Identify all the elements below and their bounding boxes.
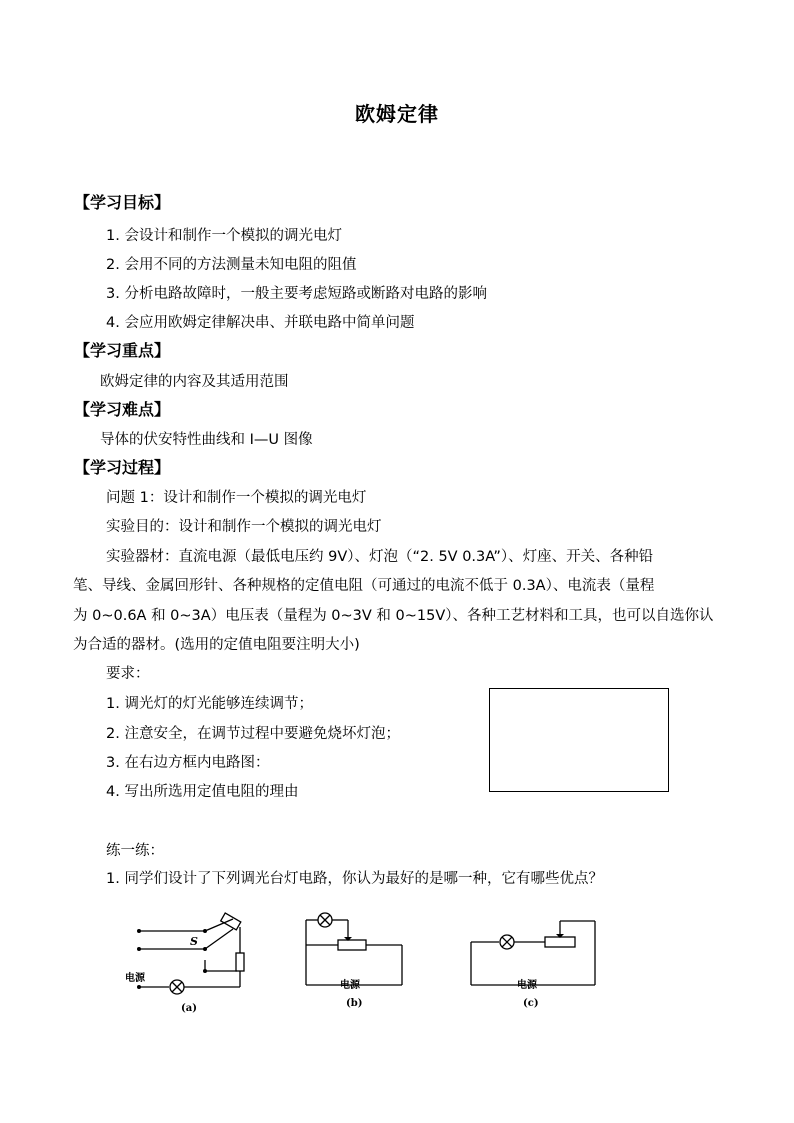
requirements-heading: 要求：: [106, 666, 150, 682]
requirement-item: 2. 注意安全，在调节过程中要避免烧坏灯泡；: [106, 726, 400, 742]
process-heading: 【学习过程】: [74, 458, 171, 477]
figure-a-label: (a): [181, 1003, 197, 1014]
equipment-line: 为 0~0.6A 和 0~3A）电压表（量程为 0~3V 和 0~15V）、各种工艺材料和工具，也可以自选你认: [73, 608, 714, 624]
power-source-label: 电源: [340, 980, 360, 991]
figure-b-label: (b): [346, 998, 363, 1009]
key-text: 欧姆定律的内容及其适用范围: [100, 374, 289, 390]
circuit-figure-b: [298, 905, 408, 1015]
purpose-text: 实验目的：设计和制作一个模拟的调光电灯: [106, 519, 382, 535]
key-heading: 【学习重点】: [74, 341, 171, 360]
goals-heading: 【学习目标】: [74, 193, 171, 212]
goal-item: 1. 会设计和制作一个模拟的调光电灯: [106, 228, 342, 244]
figure-c-label: (c): [523, 998, 539, 1009]
power-source-label: 电源: [517, 980, 537, 991]
problem-text: 问题 1：设计和制作一个模拟的调光电灯: [106, 490, 367, 506]
goal-item: 3. 分析电路故障时，一般主要考虑短路或断路对电路的影响: [106, 286, 487, 302]
requirement-item: 4. 写出所选用定值电阻的理由: [106, 784, 299, 800]
goal-item: 2. 会用不同的方法测量未知电阻的阻值: [106, 257, 357, 273]
switch-label: S: [190, 935, 198, 948]
power-source-label: 电源: [125, 973, 145, 984]
practice-heading: 练一练：: [106, 843, 164, 859]
difficulty-heading: 【学习难点】: [74, 400, 171, 419]
circuit-drawing-box: [489, 688, 669, 792]
requirement-item: 3. 在右边方框内电路图：: [106, 755, 270, 771]
page-title: 欧姆定律: [355, 102, 439, 126]
difficulty-text: 导体的伏安特性曲线和 I—U 图像: [100, 432, 313, 448]
equipment-line: 为合适的器材。(选用的定值电阻要注明大小): [73, 637, 360, 653]
practice-question: 1. 同学们设计了下列调光台灯电路，你认为最好的是哪一种，它有哪些优点？: [106, 871, 603, 887]
equipment-line: 笔、导线、金属回形针、各种规格的定值电阻（可通过的电流不低于 0.3A）、电流表（量程: [73, 578, 655, 594]
circuit-figure-a: [125, 905, 255, 1015]
equipment-line: 实验器材：直流电源（最低电压约 9V）、灯泡（“2. 5V 0.3A”）、灯座、开关、各种铅: [106, 549, 654, 565]
circuit-figure-c: [465, 910, 605, 1015]
requirement-item: 1. 调光灯的灯光能够连续调节；: [106, 696, 313, 712]
goal-item: 4. 会应用欧姆定律解决串、并联电路中简单问题: [106, 315, 415, 331]
